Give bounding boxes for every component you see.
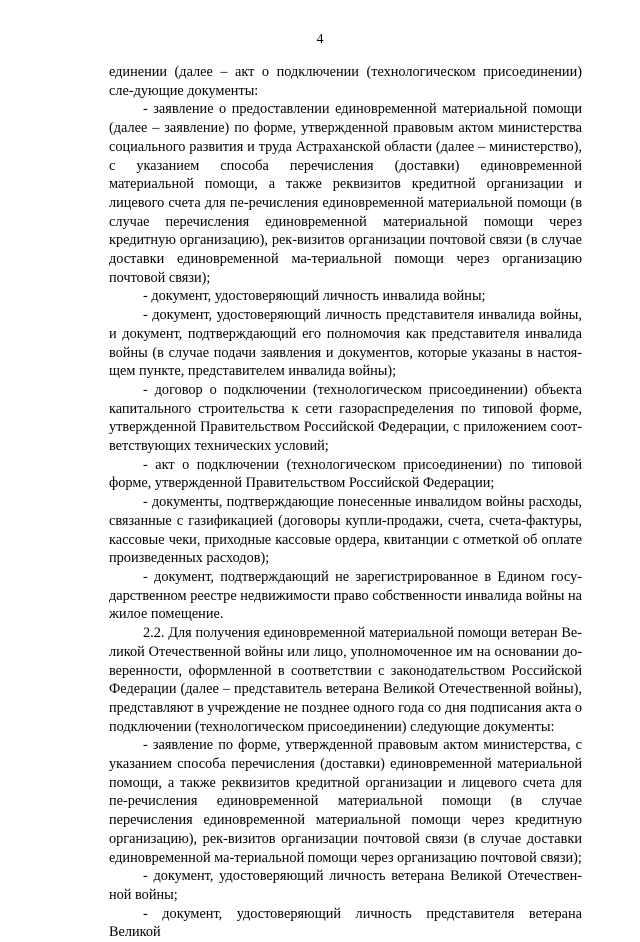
paragraph: - документ, удостоверяющий личность представителя инвалида войны, и документ, подтверждающий его полномочия как представителя инвалида войны (в случае подачи заявления и документов, которые указаны в настоя-щем пункте, представителем инвалида войны); (109, 307, 582, 380)
paragraph: - заявление о предоставлении единовременной материальной помощи (далее – заявление) по форме, утвержденной правовым актом министерства социального развития и труда Астраханской области (далее – министерство), с указанием способа перечисления (доставки) единовременной материальной помощи, а также реквизитов кредитной организации и лицевого счета для пе-речисления единовременной материальной помощи (в случае перечисления единовременной материальной помощи через кредитную организацию), рек-визитов организации почтовой связи (в случае доставки единовременной ма-териальной помощи через организацию почтовой связи); (109, 101, 582, 286)
paragraph: - заявление по форме, утвержденной правовым актом министерства, с указанием способа перечисления (доставки) единовременной материальной помощи, а также реквизитов кредитной организации и лицевого счета для пе-речисления единовременной материальной помощи (в случае перечисления единовременной материальной помощи через кредитную организацию), рек-визитов организации почтовой связи (в случае доставки единовременной ма-териальной помощи через организацию почтовой связи); (109, 737, 582, 866)
paragraph: - документ, подтверждающий не зарегистрированное в Едином госу-дарственном реестре недвижимости право собственности инвалида войны на жилое помещение. (109, 568, 582, 623)
paragraph: - документ, удостоверяющий личность ветерана Великой Отечествен-ной войны; (109, 868, 582, 903)
page-number: 4 (316, 32, 324, 47)
paragraph: - документы, подтверждающие понесенные инвалидом войны расходы, связанные с газификацией (договоры купли-продажи, счета, счета-фактуры, кассовые чеки, приходные кассовые ордера, квитанции с отметкой об оплате произведенных расходов); (109, 494, 582, 567)
paragraph: - документ, удостоверяющий личность представителя ветерана Великой (109, 905, 582, 941)
paragraph: единении (далее – акт о подключении (технологическом присоединении) сле-дующие документы: (109, 64, 582, 99)
paragraph: - договор о подключении (технологическом присоединении) объекта капитального строительства к сети газораспределения по типовой форме, утвержденной Правительством Российской Федерации, с приложением соот-ветствующих технических условий; (109, 381, 582, 455)
paragraph: - акт о подключении (технологическом присоединении) по типовой форме, утвержденной Правительством Российской Федерации; (109, 456, 582, 492)
document-body (109, 63, 582, 942)
paragraph: 2.2. Для получения единовременной материальной помощи ветеран Ве-ликой Отечественной войны или лицо, уполномоченное им на основании до-веренности, оформленной в соответствии с законодательством Российской Федерации (далее – представитель ветерана Великой Отечественной войны), представляют в учреждение не позднее одного года со дня подписания акта о подключении (технологическом присоединении) следующие документы: (109, 625, 582, 735)
paragraph: - документ, удостоверяющий личность инвалида войны; (143, 288, 486, 305)
